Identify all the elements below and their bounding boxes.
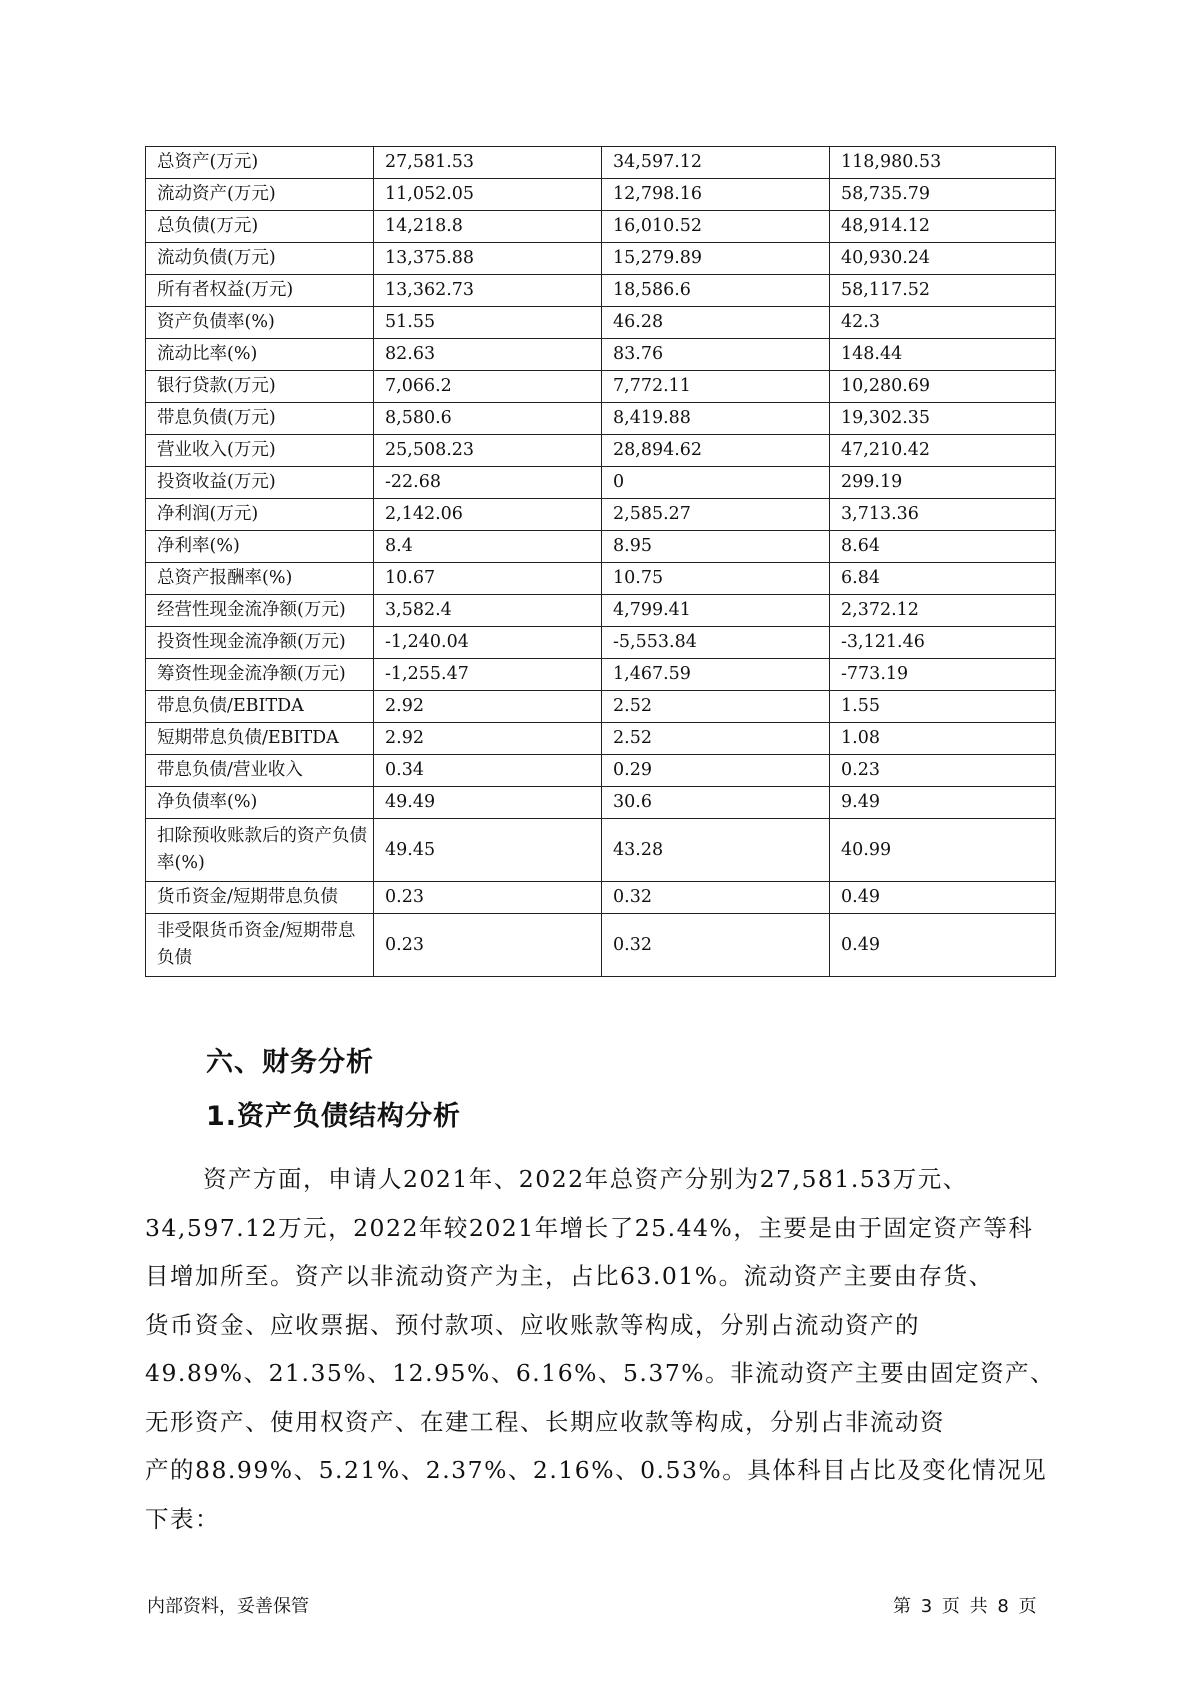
row-label-cell: 银行贷款(万元)	[146, 371, 374, 403]
paragraph-line: 49.89%、21.35%、12.95%、6.16%、5.37%。非流动资产主要由固定资产、	[145, 1359, 1056, 1387]
value-cell: 2,142.06	[374, 499, 602, 531]
footer-confidential-note: 内部资料，妥善保管	[147, 1596, 309, 1617]
paragraph-line: 34,597.12万元，2022年较2021年增长了25.44%，主要是由于固定资产等科	[145, 1213, 1034, 1242]
value-cell: 3,582.4	[374, 595, 602, 627]
row-label-cell: 经营性现金流净额(万元)	[146, 595, 374, 627]
row-label-cell: 筹资性现金流净额(万元)	[146, 659, 374, 691]
value-cell: 8.4	[374, 531, 602, 563]
value-cell: 0.32	[602, 882, 830, 914]
table-row	[146, 435, 1056, 467]
value-cell: 28,894.62	[602, 435, 830, 467]
value-cell: 0.23	[374, 882, 602, 914]
section-heading: 六、财务分析	[206, 1047, 374, 1078]
value-cell: 299.19	[830, 467, 1056, 499]
value-cell: 49.49	[374, 787, 602, 819]
value-cell: -1,240.04	[374, 627, 602, 659]
value-cell: -5,553.84	[602, 627, 830, 659]
value-cell: 0.49	[830, 914, 1056, 977]
value-cell: 0.34	[374, 755, 602, 787]
row-label-cell: 营业收入(万元)	[146, 435, 374, 467]
footer-page-number: 第 3 页 共 8 页	[893, 1596, 1037, 1617]
table-row	[146, 467, 1056, 499]
value-cell: 0.29	[602, 755, 830, 787]
table-row	[146, 339, 1056, 371]
row-label-cell: 带息负债/营业收入	[146, 755, 374, 787]
table-row	[146, 627, 1056, 659]
value-cell: 0	[602, 467, 830, 499]
table-row	[146, 563, 1056, 595]
table-row	[146, 531, 1056, 563]
table-row	[146, 755, 1056, 787]
table-row	[146, 499, 1056, 531]
value-cell: 83.76	[602, 339, 830, 371]
value-cell: 2.92	[374, 691, 602, 723]
table-row	[146, 659, 1056, 691]
value-cell: 30.6	[602, 787, 830, 819]
table-row	[146, 882, 1056, 914]
table-row	[146, 275, 1056, 307]
value-cell: 8,419.88	[602, 403, 830, 435]
row-label-cell: 总资产(万元)	[146, 147, 374, 179]
value-cell: 8,580.6	[374, 403, 602, 435]
paragraph-line: 资产方面，申请人2021年、2022年总资产分别为27,581.53万元、	[203, 1165, 968, 1193]
table-row	[146, 179, 1056, 211]
value-cell: 15,279.89	[602, 243, 830, 275]
financial-indicators-table	[145, 146, 1056, 977]
value-cell: 13,362.73	[374, 275, 602, 307]
financial-table-body	[146, 147, 1056, 977]
row-label-cell: 净利润(万元)	[146, 499, 374, 531]
value-cell: 34,597.12	[602, 147, 830, 179]
paragraph-line: 下表：	[145, 1504, 220, 1533]
value-cell: 2.52	[602, 723, 830, 755]
value-cell: 0.49	[830, 882, 1056, 914]
table-row	[146, 691, 1056, 723]
value-cell: 0.23	[830, 755, 1056, 787]
paragraph-line: 货币资金、应收票据、预付款项、应收账款等构成，分别占流动资产的	[145, 1310, 920, 1339]
row-label-cell: 净负债率(%)	[146, 787, 374, 819]
value-cell: 10,280.69	[830, 371, 1056, 403]
paragraph-line: 产的88.99%、5.21%、2.37%、2.16%、0.53%。具体科目占比及变化情况见	[145, 1456, 1048, 1484]
value-cell: 40,930.24	[830, 243, 1056, 275]
table-row	[146, 819, 1056, 882]
value-cell: 0.32	[602, 914, 830, 977]
table-row	[146, 243, 1056, 275]
value-cell: 25,508.23	[374, 435, 602, 467]
row-label-cell: 资产负债率(%)	[146, 307, 374, 339]
value-cell: 16,010.52	[602, 211, 830, 243]
row-label-cell: 流动比率(%)	[146, 339, 374, 371]
value-cell: 7,772.11	[602, 371, 830, 403]
value-cell: 1,467.59	[602, 659, 830, 691]
paragraph-line: 目增加所至。资产以非流动资产为主，占比63.01%。流动资产主要由存货、	[145, 1262, 994, 1290]
value-cell: 46.28	[602, 307, 830, 339]
value-cell: 2.52	[602, 691, 830, 723]
value-cell: 0.23	[374, 914, 602, 977]
table-row	[146, 595, 1056, 627]
value-cell: 2.92	[374, 723, 602, 755]
table-row	[146, 211, 1056, 243]
value-cell: 51.55	[374, 307, 602, 339]
paragraph-line: 无形资产、使用权资产、在建工程、长期应收款等构成，分别占非流动资	[145, 1407, 945, 1436]
row-label-cell: 非受限货币资金/短期带息负债	[146, 914, 374, 977]
value-cell: -3,121.46	[830, 627, 1056, 659]
value-cell: 6.84	[830, 563, 1056, 595]
value-cell: 27,581.53	[374, 147, 602, 179]
row-label-cell: 净利率(%)	[146, 531, 374, 563]
value-cell: 7,066.2	[374, 371, 602, 403]
value-cell: -22.68	[374, 467, 602, 499]
table-row	[146, 787, 1056, 819]
value-cell: 47,210.42	[830, 435, 1056, 467]
row-label-cell: 短期带息负债/EBITDA	[146, 723, 374, 755]
value-cell: -773.19	[830, 659, 1056, 691]
analysis-paragraph	[145, 1155, 1060, 1543]
value-cell: 1.55	[830, 691, 1056, 723]
value-cell: 18,586.6	[602, 275, 830, 307]
table-row	[146, 403, 1056, 435]
table-row	[146, 371, 1056, 403]
value-cell: 10.75	[602, 563, 830, 595]
value-cell: 8.64	[830, 531, 1056, 563]
table-row	[146, 723, 1056, 755]
row-label-cell: 带息负债/EBITDA	[146, 691, 374, 723]
row-label-cell: 流动资产(万元)	[146, 179, 374, 211]
row-label-cell: 流动负债(万元)	[146, 243, 374, 275]
table-row	[146, 914, 1056, 977]
table-row	[146, 307, 1056, 339]
value-cell: 148.44	[830, 339, 1056, 371]
value-cell: 4,799.41	[602, 595, 830, 627]
row-label-cell: 总资产报酬率(%)	[146, 563, 374, 595]
value-cell: 118,980.53	[830, 147, 1056, 179]
value-cell: 19,302.35	[830, 403, 1056, 435]
value-cell: 11,052.05	[374, 179, 602, 211]
value-cell: 8.95	[602, 531, 830, 563]
value-cell: 58,735.79	[830, 179, 1056, 211]
value-cell: 13,375.88	[374, 243, 602, 275]
value-cell: 2,372.12	[830, 595, 1056, 627]
row-label-cell: 投资收益(万元)	[146, 467, 374, 499]
value-cell: 2,585.27	[602, 499, 830, 531]
row-label-cell: 总负债(万元)	[146, 211, 374, 243]
subsection-heading: 1.资产负债结构分析	[206, 1101, 462, 1132]
row-label-cell: 货币资金/短期带息负债	[146, 882, 374, 914]
value-cell: 10.67	[374, 563, 602, 595]
value-cell: 49.45	[374, 819, 602, 882]
table-row	[146, 147, 1056, 179]
value-cell: -1,255.47	[374, 659, 602, 691]
row-label-cell: 投资性现金流净额(万元)	[146, 627, 374, 659]
value-cell: 14,218.8	[374, 211, 602, 243]
value-cell: 1.08	[830, 723, 1056, 755]
value-cell: 12,798.16	[602, 179, 830, 211]
value-cell: 58,117.52	[830, 275, 1056, 307]
value-cell: 43.28	[602, 819, 830, 882]
row-label-cell: 扣除预收账款后的资产负债率(%)	[146, 819, 374, 882]
value-cell: 40.99	[830, 819, 1056, 882]
value-cell: 9.49	[830, 787, 1056, 819]
value-cell: 3,713.36	[830, 499, 1056, 531]
value-cell: 82.63	[374, 339, 602, 371]
row-label-cell: 带息负债(万元)	[146, 403, 374, 435]
value-cell: 48,914.12	[830, 211, 1056, 243]
value-cell: 42.3	[830, 307, 1056, 339]
row-label-cell: 所有者权益(万元)	[146, 275, 374, 307]
